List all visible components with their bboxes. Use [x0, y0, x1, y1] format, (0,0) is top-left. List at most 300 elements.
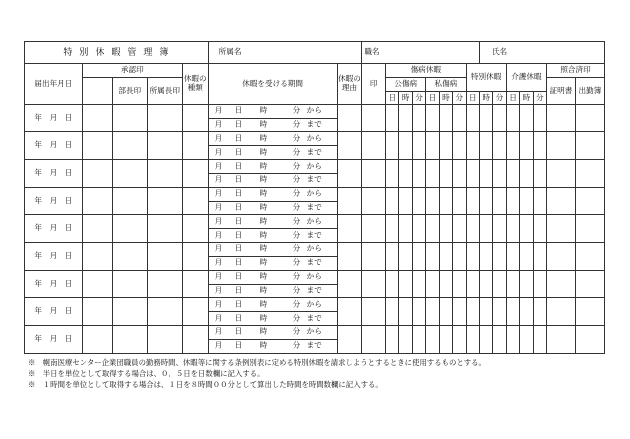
period-unit-label: 分: [292, 188, 301, 198]
entry-cell[interactable]: [453, 326, 466, 354]
period-cell[interactable]: [208, 104, 337, 118]
name-label: 氏名: [479, 42, 604, 64]
entry-cell[interactable]: [439, 326, 452, 354]
period-unit-label: 時: [259, 341, 268, 351]
date-cell[interactable]: 年 月 日: [25, 187, 83, 215]
period-unit-label: 日: [234, 313, 243, 323]
table-row: [25, 270, 605, 284]
entry-cell[interactable]: [533, 187, 546, 215]
period-unit-label: 日: [234, 230, 243, 240]
seal-entry-cell[interactable]: [182, 215, 208, 243]
entry-cell[interactable]: [547, 243, 576, 271]
entry-cell[interactable]: [479, 243, 492, 271]
period-unit-label: 分: [292, 119, 301, 129]
entry-cell[interactable]: [520, 243, 533, 271]
period-unit-label: 時: [259, 188, 268, 198]
entry-cell[interactable]: [439, 298, 452, 326]
period-unit-label: 月: [214, 285, 223, 295]
entry-cell[interactable]: [533, 243, 546, 271]
period-unit-label: まで: [306, 341, 322, 351]
period-unit-label: 月: [214, 257, 223, 267]
seal-entry-cell[interactable]: [82, 160, 112, 188]
seal-entry-cell[interactable]: [147, 215, 182, 243]
entry-cell[interactable]: [337, 187, 362, 215]
entry-cell[interactable]: [453, 187, 466, 215]
period-unit-label: 月: [214, 313, 223, 323]
period-cell[interactable]: [208, 132, 337, 146]
entry-cell[interactable]: [426, 104, 439, 132]
entry-cell[interactable]: [520, 215, 533, 243]
entry-cell[interactable]: [533, 270, 546, 298]
seal-entry-cell[interactable]: [147, 187, 182, 215]
period-cell[interactable]: [208, 229, 337, 243]
entry-cell[interactable]: [386, 215, 399, 243]
entry-cell[interactable]: [337, 298, 362, 326]
period-cell[interactable]: [208, 201, 337, 215]
seal-entry-cell[interactable]: [112, 298, 147, 326]
entry-cell[interactable]: [453, 215, 466, 243]
note-line: ※ １時間を単位として取得する場合は、１日を８時間００分として算出した時間を時間数欄に記入する。: [28, 380, 383, 389]
seal-entry-cell[interactable]: [112, 326, 147, 354]
entry-cell[interactable]: [493, 243, 506, 271]
seal-entry-cell[interactable]: [182, 326, 208, 354]
date-cell[interactable]: 年 月 日: [25, 243, 83, 271]
entry-cell[interactable]: [547, 326, 576, 354]
entry-cell[interactable]: [493, 270, 506, 298]
entry-cell[interactable]: [466, 187, 479, 215]
entry-cell[interactable]: [466, 160, 479, 188]
period-unit-label: 時: [259, 230, 268, 240]
entry-cell[interactable]: [399, 270, 412, 298]
entry-cell[interactable]: [426, 270, 439, 298]
seal-entry-cell[interactable]: [182, 187, 208, 215]
entry-cell[interactable]: [453, 160, 466, 188]
entry-cell[interactable]: [466, 270, 479, 298]
entry-cell[interactable]: [453, 298, 466, 326]
entry-cell[interactable]: [479, 215, 492, 243]
entry-cell[interactable]: [520, 132, 533, 160]
page-title: 特別休暇管理簿: [25, 42, 209, 64]
entry-cell[interactable]: [399, 187, 412, 215]
entry-cell[interactable]: [493, 104, 506, 132]
entry-cell[interactable]: [386, 132, 399, 160]
entry-cell[interactable]: [520, 104, 533, 132]
seal-entry-cell[interactable]: [147, 326, 182, 354]
entry-cell[interactable]: [362, 298, 386, 326]
period-unit-label: 時: [259, 313, 268, 323]
entry-cell[interactable]: [493, 326, 506, 354]
period-unit-label: 日: [234, 285, 243, 295]
entry-cell[interactable]: [466, 132, 479, 160]
entry-cell[interactable]: [547, 298, 576, 326]
entry-cell[interactable]: [439, 187, 452, 215]
entry-cell[interactable]: [386, 270, 399, 298]
period-unit-label: 分: [292, 133, 301, 143]
unit-cell: 日: [506, 92, 519, 105]
entry-cell[interactable]: [439, 132, 452, 160]
entry-cell[interactable]: [520, 187, 533, 215]
period-cell[interactable]: [208, 118, 337, 132]
entry-cell[interactable]: [575, 160, 604, 188]
entry-cell[interactable]: [506, 132, 519, 160]
unit-cell: 日: [386, 92, 399, 105]
entry-cell[interactable]: [575, 187, 604, 215]
entry-cell[interactable]: [533, 326, 546, 354]
entry-cell[interactable]: [479, 132, 492, 160]
entry-cell[interactable]: [506, 160, 519, 188]
entry-cell[interactable]: [412, 215, 425, 243]
period-unit-label: 分: [292, 147, 301, 157]
blank-approval-cell: [82, 78, 112, 105]
seal-entry-cell[interactable]: [147, 104, 182, 132]
entry-cell[interactable]: [575, 104, 604, 132]
period-unit-label: まで: [306, 230, 322, 240]
period-unit-label: まで: [306, 147, 322, 157]
period-cell[interactable]: [208, 270, 337, 284]
special-leave-header: 特別休暇: [466, 64, 506, 92]
period-unit-label: 月: [214, 299, 223, 309]
seal-entry-cell[interactable]: [112, 243, 147, 271]
seal-entry-cell[interactable]: [147, 160, 182, 188]
entry-cell[interactable]: [439, 270, 452, 298]
entry-cell[interactable]: [426, 326, 439, 354]
unit-cell: 日: [466, 92, 479, 105]
seal-entry-cell[interactable]: [182, 160, 208, 188]
date-cell[interactable]: 年 月 日: [25, 215, 83, 243]
date-cell[interactable]: 年 月 日: [25, 270, 83, 298]
period-unit-label: まで: [306, 119, 322, 129]
entry-cell[interactable]: [453, 132, 466, 160]
period-unit-label: 月: [214, 216, 223, 226]
date-cell[interactable]: 年 月 日: [25, 298, 83, 326]
entry-cell[interactable]: [520, 160, 533, 188]
period-unit-label: 分: [292, 230, 301, 240]
period-unit-label: 日: [234, 174, 243, 184]
table-row: [25, 160, 605, 174]
period-unit-label: 分: [292, 105, 301, 115]
chief-seal-header: 部長印: [112, 78, 147, 105]
leave-type-header: 休暇の種類: [182, 64, 208, 104]
period-unit-label: 時: [259, 271, 268, 281]
entry-cell[interactable]: [439, 160, 452, 188]
entry-cell[interactable]: [362, 215, 386, 243]
seal-entry-cell[interactable]: [112, 132, 147, 160]
entry-cell[interactable]: [386, 104, 399, 132]
table-row: [25, 326, 605, 340]
entry-cell[interactable]: [399, 104, 412, 132]
entry-cell[interactable]: [439, 243, 452, 271]
entry-cell[interactable]: [479, 187, 492, 215]
entry-cell[interactable]: [426, 187, 439, 215]
period-unit-label: 月: [214, 147, 223, 157]
note-line: ※ 幌南医療センター企業団職員の勤務時間、休暇等に関する条例別表に定める特別休暇を請求しようとするときに使用するものとする。: [28, 358, 486, 367]
entry-cell[interactable]: [493, 160, 506, 188]
entry-cell[interactable]: [547, 187, 576, 215]
seal-entry-cell[interactable]: [112, 104, 147, 132]
period-unit-label: 分: [292, 174, 301, 184]
entry-cell[interactable]: [506, 326, 519, 354]
seal-entry-cell[interactable]: [82, 298, 112, 326]
entry-cell[interactable]: [337, 270, 362, 298]
entry-cell[interactable]: [399, 243, 412, 271]
entry-cell[interactable]: [479, 270, 492, 298]
entry-cell[interactable]: [506, 104, 519, 132]
entry-cell[interactable]: [466, 243, 479, 271]
period-unit-label: 月: [214, 174, 223, 184]
entry-cell[interactable]: [386, 243, 399, 271]
certificate-header: 証明書: [547, 78, 576, 105]
seal-entry-cell[interactable]: [82, 132, 112, 160]
period-unit-label: から: [306, 271, 322, 281]
entry-cell[interactable]: [506, 298, 519, 326]
entry-cell[interactable]: [386, 326, 399, 354]
period-unit-label: から: [306, 244, 322, 254]
entry-cell[interactable]: [426, 243, 439, 271]
seal-entry-cell[interactable]: [147, 298, 182, 326]
seal-entry-cell[interactable]: [112, 270, 147, 298]
period-cell[interactable]: [208, 256, 337, 270]
seal-entry-cell[interactable]: [182, 243, 208, 271]
entry-cell[interactable]: [533, 215, 546, 243]
dept-head-seal-header: 所属長印: [147, 78, 182, 105]
period-unit-label: 日: [234, 271, 243, 281]
unit-cell: 時: [479, 92, 492, 105]
entry-cell[interactable]: [399, 132, 412, 160]
public-sick-header: 公傷病: [386, 78, 426, 92]
reason-header: 休暇の理由: [337, 64, 362, 104]
seal-entry-cell[interactable]: [147, 243, 182, 271]
period-cell[interactable]: [208, 339, 337, 353]
entry-cell[interactable]: [412, 160, 425, 188]
date-cell[interactable]: 年 月 日: [25, 160, 83, 188]
entry-cell[interactable]: [362, 326, 386, 354]
entry-cell[interactable]: [479, 104, 492, 132]
period-unit-label: まで: [306, 313, 322, 323]
period-unit-label: 月: [214, 105, 223, 115]
date-cell[interactable]: 年 月 日: [25, 326, 83, 354]
seal-entry-cell[interactable]: [82, 270, 112, 298]
entry-cell[interactable]: [533, 132, 546, 160]
entry-cell[interactable]: [547, 160, 576, 188]
entry-cell[interactable]: [337, 132, 362, 160]
period-unit-label: 分: [292, 285, 301, 295]
entry-cell[interactable]: [412, 326, 425, 354]
table-row: [25, 243, 605, 257]
period-cell[interactable]: [208, 312, 337, 326]
seal-entry-cell[interactable]: [82, 215, 112, 243]
unit-cell: 日: [426, 92, 439, 105]
entry-cell[interactable]: [493, 215, 506, 243]
entry-cell[interactable]: [439, 215, 452, 243]
period-unit-label: から: [306, 133, 322, 143]
seal-entry-cell[interactable]: [82, 243, 112, 271]
entry-cell[interactable]: [412, 243, 425, 271]
entry-cell[interactable]: [362, 132, 386, 160]
table-row: [25, 132, 605, 146]
entry-cell[interactable]: [426, 215, 439, 243]
period-unit-label: 時: [259, 174, 268, 184]
entry-cell[interactable]: [426, 160, 439, 188]
entry-cell[interactable]: [479, 298, 492, 326]
period-unit-label: 月: [214, 133, 223, 143]
entry-cell[interactable]: [506, 243, 519, 271]
seal-entry-cell[interactable]: [112, 160, 147, 188]
entry-cell[interactable]: [337, 326, 362, 354]
entry-cell[interactable]: [337, 104, 362, 132]
entry-cell[interactable]: [337, 243, 362, 271]
entry-cell[interactable]: [386, 298, 399, 326]
period-unit-label: 時: [259, 147, 268, 157]
entry-cell[interactable]: [362, 104, 386, 132]
seal-entry-cell[interactable]: [147, 270, 182, 298]
seal-entry-cell[interactable]: [182, 298, 208, 326]
entry-cell[interactable]: [453, 270, 466, 298]
date-header: 届出年月日: [25, 64, 83, 104]
entry-cell[interactable]: [453, 243, 466, 271]
seal-entry-cell[interactable]: [182, 104, 208, 132]
entry-cell[interactable]: [412, 187, 425, 215]
period-unit-label: 日: [234, 327, 243, 337]
period-cell[interactable]: [208, 298, 337, 312]
period-unit-label: 日: [234, 133, 243, 143]
post-label: 職名: [362, 42, 480, 64]
entry-cell[interactable]: [575, 132, 604, 160]
entry-cell[interactable]: [533, 160, 546, 188]
period-cell[interactable]: [208, 173, 337, 187]
entry-cell[interactable]: [533, 104, 546, 132]
entry-cell[interactable]: [426, 132, 439, 160]
seal-entry-cell[interactable]: [82, 187, 112, 215]
period-unit-label: 分: [292, 216, 301, 226]
entry-cell[interactable]: [575, 243, 604, 271]
notes: [28, 357, 486, 390]
entry-cell[interactable]: [547, 132, 576, 160]
entry-cell[interactable]: [520, 298, 533, 326]
entry-cell[interactable]: [506, 270, 519, 298]
entry-cell[interactable]: [547, 104, 576, 132]
entry-cell[interactable]: [362, 160, 386, 188]
period-unit-label: 月: [214, 119, 223, 129]
entry-cell[interactable]: [506, 187, 519, 215]
seal-entry-cell[interactable]: [112, 215, 147, 243]
entry-cell[interactable]: [412, 270, 425, 298]
entry-cell[interactable]: [547, 270, 576, 298]
seal-entry-cell[interactable]: [82, 326, 112, 354]
column-header-row-1: [25, 64, 605, 78]
entry-cell[interactable]: [426, 298, 439, 326]
entry-cell[interactable]: [453, 104, 466, 132]
entry-cell[interactable]: [479, 160, 492, 188]
entry-cell[interactable]: [386, 160, 399, 188]
period-cell[interactable]: [208, 243, 337, 257]
period-unit-label: 時: [259, 216, 268, 226]
unit-cell: 分: [453, 92, 466, 105]
entry-cell[interactable]: [466, 104, 479, 132]
entry-cell[interactable]: [575, 270, 604, 298]
entry-cell[interactable]: [466, 326, 479, 354]
entry-cell[interactable]: [399, 326, 412, 354]
entry-cell[interactable]: [386, 187, 399, 215]
entry-cell[interactable]: [466, 298, 479, 326]
attendance-header: 出勤簿: [575, 78, 604, 105]
entry-cell[interactable]: [575, 215, 604, 243]
entry-cell[interactable]: [337, 215, 362, 243]
period-unit-label: 日: [234, 119, 243, 129]
period-unit-label: まで: [306, 202, 322, 212]
entry-cell[interactable]: [412, 132, 425, 160]
seal-entry-cell[interactable]: [112, 187, 147, 215]
entry-cell[interactable]: [575, 298, 604, 326]
entry-cell[interactable]: [533, 298, 546, 326]
period-cell[interactable]: [208, 187, 337, 201]
period-unit-label: 日: [234, 341, 243, 351]
entry-cell[interactable]: [399, 215, 412, 243]
entry-cell[interactable]: [362, 187, 386, 215]
table-row: [25, 104, 605, 118]
entry-cell[interactable]: [412, 298, 425, 326]
period-cell[interactable]: [208, 326, 337, 340]
private-sick-header: 私傷病: [426, 78, 466, 92]
period-unit-label: 日: [234, 161, 243, 171]
period-unit-label: 分: [292, 161, 301, 171]
period-unit-label: 日: [234, 202, 243, 212]
entry-cell[interactable]: [493, 132, 506, 160]
entry-cell[interactable]: [362, 243, 386, 271]
care-leave-header: 介護休暇: [506, 64, 546, 92]
seal-entry-cell[interactable]: [182, 132, 208, 160]
seal-entry-cell[interactable]: [82, 104, 112, 132]
period-unit-label: から: [306, 216, 322, 226]
period-cell[interactable]: [208, 160, 337, 174]
entry-cell[interactable]: [479, 326, 492, 354]
entry-cell[interactable]: [547, 215, 576, 243]
table-row: [25, 215, 605, 229]
entry-cell[interactable]: [466, 215, 479, 243]
period-unit-label: 日: [234, 244, 243, 254]
entry-cell[interactable]: [399, 160, 412, 188]
seal-entry-cell[interactable]: [182, 270, 208, 298]
approval-header: 承認印: [82, 64, 182, 78]
entry-cell[interactable]: [575, 326, 604, 354]
entry-cell[interactable]: [399, 298, 412, 326]
table-row: [25, 187, 605, 201]
period-unit-label: 月: [214, 230, 223, 240]
entry-cell[interactable]: [493, 187, 506, 215]
date-cell[interactable]: 年 月 日: [25, 104, 83, 132]
entry-cell[interactable]: [439, 104, 452, 132]
period-unit-label: 月: [214, 188, 223, 198]
entry-cell[interactable]: [493, 298, 506, 326]
entry-cell[interactable]: [362, 270, 386, 298]
period-cell[interactable]: [208, 215, 337, 229]
period-unit-label: 日: [234, 299, 243, 309]
period-unit-label: 時: [259, 257, 268, 267]
entry-cell[interactable]: [520, 326, 533, 354]
period-unit-label: まで: [306, 285, 322, 295]
unit-cell: 時: [439, 92, 452, 105]
date-cell[interactable]: 年 月 日: [25, 132, 83, 160]
seal-entry-cell[interactable]: [147, 132, 182, 160]
period-unit-label: 日: [234, 188, 243, 198]
period-unit-label: 時: [259, 119, 268, 129]
period-cell[interactable]: [208, 146, 337, 160]
entry-cell[interactable]: [520, 270, 533, 298]
entry-cell[interactable]: [412, 104, 425, 132]
entry-cell[interactable]: [506, 215, 519, 243]
entry-cell[interactable]: [337, 160, 362, 188]
period-cell[interactable]: [208, 284, 337, 298]
period-unit-label: 時: [259, 285, 268, 295]
